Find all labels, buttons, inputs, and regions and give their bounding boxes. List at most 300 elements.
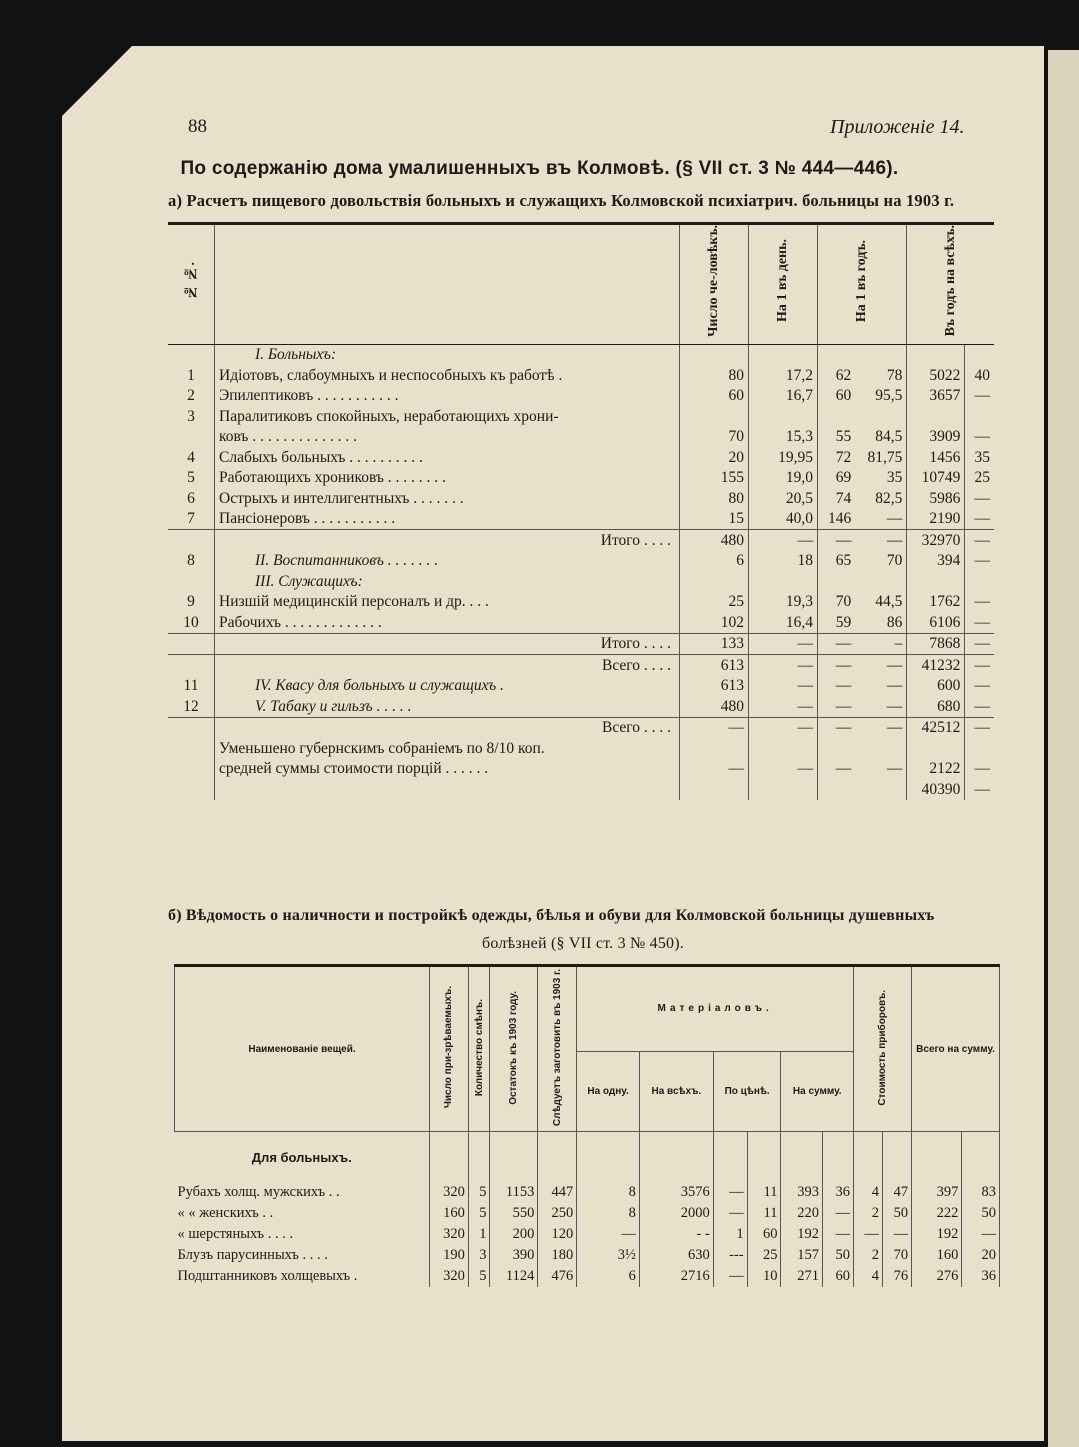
cell-i1: 4 bbox=[854, 1266, 883, 1287]
row-per-day bbox=[749, 344, 818, 365]
row-all-year: 394 bbox=[907, 551, 965, 572]
row-number: 1 bbox=[168, 365, 215, 386]
col2-tools: Стоимость приборовъ. bbox=[877, 989, 889, 1106]
col-per-day: На 1 въ день. bbox=[775, 239, 791, 323]
cell-i2: 47 bbox=[883, 1182, 912, 1203]
row-people: 480 bbox=[680, 696, 749, 717]
row-all-year: 41232 bbox=[907, 655, 965, 676]
row-name bbox=[215, 779, 680, 800]
row-number: 2 bbox=[168, 386, 215, 407]
row-name: ковъ . . . . . . . . . . . . . . bbox=[215, 427, 680, 448]
food-table-row bbox=[168, 676, 994, 697]
row-per-year-int bbox=[818, 738, 856, 759]
row-all-year: 1762 bbox=[907, 592, 965, 613]
row-per-day: — bbox=[749, 759, 818, 780]
cell-g1: 1 bbox=[713, 1224, 747, 1245]
row-per-day: — bbox=[749, 717, 818, 738]
row-per-year-int: — bbox=[835, 531, 852, 549]
row-per-year-frac: 82,5 bbox=[855, 488, 907, 509]
row-number bbox=[168, 427, 215, 448]
row-per-year-frac: — bbox=[855, 509, 907, 530]
cell-name: Рубахъ холщ. мужскихъ . . bbox=[175, 1182, 430, 1203]
food-table-header bbox=[168, 224, 994, 345]
row-all-year: 2190 bbox=[907, 509, 965, 530]
cell-b: 5 bbox=[468, 1182, 490, 1203]
cell-d: 120 bbox=[538, 1224, 577, 1245]
row-per-year-frac bbox=[855, 779, 907, 800]
food-table-row bbox=[168, 633, 994, 655]
cell-g2: 25 bbox=[747, 1245, 781, 1266]
appendix-label: Приложеніе 14. bbox=[830, 116, 965, 138]
row-per-year-frac: 84,5 bbox=[855, 427, 907, 448]
row-number: 3 bbox=[168, 406, 215, 427]
row-name: Уменьшено губернскимъ собраніемъ по 8/10 коп. bbox=[215, 738, 680, 759]
row-per-day: — bbox=[749, 633, 818, 655]
cell-i1: 2 bbox=[854, 1245, 883, 1266]
cell-f: 630 bbox=[639, 1245, 713, 1266]
row-per-year-frac: 86 bbox=[855, 612, 907, 633]
row-number: 11 bbox=[168, 676, 215, 697]
row-all-year-frac: — bbox=[974, 760, 990, 778]
row-all-year bbox=[907, 571, 965, 592]
row-per-year-frac: — bbox=[855, 759, 907, 780]
col2-total: Всего на сумму. bbox=[912, 966, 1000, 1132]
row-all-year: 1456 bbox=[907, 447, 965, 468]
row-per-day bbox=[749, 738, 818, 759]
cell-name: Подштанниковъ холщевыхъ . bbox=[175, 1266, 430, 1287]
cell-d: 250 bbox=[538, 1203, 577, 1224]
row-per-year-frac: 95,5 bbox=[855, 386, 907, 407]
food-table-row bbox=[168, 592, 994, 613]
row-name: IV. Квасу для больныхъ и служащихъ . bbox=[215, 676, 680, 697]
cell-b: 3 bbox=[468, 1245, 490, 1266]
food-table-row bbox=[168, 386, 994, 407]
row-all-year-frac: — bbox=[974, 697, 990, 715]
row-per-year-int: 70 bbox=[835, 593, 852, 611]
cell-a: 320 bbox=[430, 1266, 469, 1287]
cell-h2: 60 bbox=[822, 1266, 853, 1287]
row-number: 8 bbox=[168, 551, 215, 572]
cell-name: Блузъ парусинныхъ . . . . bbox=[175, 1245, 430, 1266]
row-number bbox=[168, 571, 215, 592]
row-name: Эпилептиковъ . . . . . . . . . . . bbox=[215, 386, 680, 407]
row-number: 9 bbox=[168, 592, 215, 613]
row-per-year-int: 59 bbox=[835, 613, 852, 631]
row-number bbox=[168, 759, 215, 780]
cell-d: 447 bbox=[538, 1182, 577, 1203]
row-all-year-frac: — bbox=[974, 677, 990, 695]
col2-sum: На сумму. bbox=[781, 1051, 854, 1132]
row-people: 25 bbox=[680, 592, 749, 613]
row-people: 80 bbox=[680, 488, 749, 509]
cell-f: 2000 bbox=[639, 1203, 713, 1224]
row-per-year-frac bbox=[855, 738, 907, 759]
clothing-table-row bbox=[175, 1224, 1000, 1245]
cell-b: 1 bbox=[468, 1224, 490, 1245]
row-number bbox=[168, 779, 215, 800]
food-table-row bbox=[168, 530, 994, 551]
cell-f: 2716 bbox=[639, 1266, 713, 1287]
row-people: 480 bbox=[680, 530, 749, 551]
row-all-year: 42512 bbox=[907, 717, 965, 738]
row-all-year bbox=[907, 344, 965, 365]
row-number bbox=[168, 633, 215, 655]
row-name: Итого . . . . bbox=[215, 633, 680, 655]
cell-j1: 160 bbox=[912, 1245, 962, 1266]
clothing-table-row bbox=[175, 1203, 1000, 1224]
cell-f: - - bbox=[639, 1224, 713, 1245]
cell-c: 550 bbox=[490, 1203, 538, 1224]
row-per-day: 20,5 bbox=[749, 488, 818, 509]
row-all-year: 7868 bbox=[907, 633, 965, 655]
row-number: 10 bbox=[168, 612, 215, 633]
cell-j2: — bbox=[962, 1224, 1000, 1245]
col-all-year: Въ годъ на всѣхъ. bbox=[942, 225, 958, 337]
row-all-year-frac: — bbox=[974, 780, 990, 798]
col-name bbox=[215, 224, 680, 345]
row-per-year-frac: — bbox=[855, 696, 907, 717]
cell-i1: 2 bbox=[854, 1203, 883, 1224]
cell-c: 1124 bbox=[490, 1266, 538, 1287]
cell-j2: 36 bbox=[962, 1266, 1000, 1287]
row-name: Пансіонеровъ . . . . . . . . . . . bbox=[215, 509, 680, 530]
row-per-day: 15,3 bbox=[749, 427, 818, 448]
row-number: 4 bbox=[168, 447, 215, 468]
food-table-row bbox=[168, 738, 994, 759]
col-number: № №. bbox=[183, 262, 199, 300]
col2-make: Слѣдуетъ заготовить въ 1903 г. bbox=[551, 969, 563, 1127]
cell-c: 1153 bbox=[490, 1182, 538, 1203]
row-per-day: 18 bbox=[749, 551, 818, 572]
row-name: Работающихъ хрониковъ . . . . . . . . bbox=[215, 468, 680, 489]
row-per-year-int: — bbox=[835, 656, 852, 674]
cell-h2: 36 bbox=[822, 1182, 853, 1203]
row-all-year-frac: — bbox=[974, 635, 990, 653]
row-per-day bbox=[749, 571, 818, 592]
row-all-year: 680 bbox=[907, 696, 965, 717]
row-per-year-int bbox=[818, 406, 856, 427]
food-table-row bbox=[168, 696, 994, 717]
row-number bbox=[168, 655, 215, 676]
row-number: 6 bbox=[168, 488, 215, 509]
cell-j1: 192 bbox=[912, 1224, 962, 1245]
food-table bbox=[168, 222, 994, 800]
cell-g1: --- bbox=[713, 1245, 747, 1266]
cell-a: 320 bbox=[430, 1224, 469, 1245]
section-a-heading: а) Расчетъ пищевого довольствія больныхъ и служащихъ Колмовской психіатрич. больницы на 1903 г. bbox=[168, 191, 955, 210]
food-table-row bbox=[168, 447, 994, 468]
cell-a: 320 bbox=[430, 1182, 469, 1203]
row-all-year bbox=[907, 406, 965, 427]
row-name: Идіотовъ, слабоумныхъ и неспособныхъ къ работѣ . bbox=[215, 365, 680, 386]
row-all-year: 3909 bbox=[907, 427, 965, 448]
row-all-year: 2122 bbox=[907, 759, 965, 780]
row-all-year-frac bbox=[965, 406, 994, 427]
row-per-day: 16,7 bbox=[749, 386, 818, 407]
row-name: Низшій медицинскій персоналъ и др. . . . bbox=[215, 592, 680, 613]
row-per-year-int bbox=[818, 344, 856, 365]
row-all-year-frac: — bbox=[974, 531, 990, 549]
cell-j2: 50 bbox=[962, 1203, 1000, 1224]
row-per-day: 40,0 bbox=[749, 509, 818, 530]
row-people: 613 bbox=[680, 655, 749, 676]
row-people bbox=[680, 738, 749, 759]
row-per-year-int: 55 bbox=[835, 428, 852, 446]
clothing-table-row bbox=[175, 1182, 1000, 1203]
row-people: — bbox=[680, 759, 749, 780]
col2-on-all: На всѣхъ. bbox=[639, 1051, 713, 1132]
page-title: По содержанію дома умалишенныхъ въ Колмовѣ. (§ VII ст. 3 № 444—446). bbox=[180, 158, 899, 179]
row-people: 133 bbox=[680, 633, 749, 655]
row-name: II. Воспитанниковъ . . . . . . . bbox=[215, 551, 680, 572]
col-people: Число че-ловѣкъ. bbox=[706, 225, 722, 337]
row-name: Итого . . . . bbox=[215, 530, 680, 551]
food-table-row bbox=[168, 468, 994, 489]
row-all-year-frac bbox=[965, 571, 994, 592]
row-name: Острыхъ и интеллигентныхъ . . . . . . . bbox=[215, 488, 680, 509]
row-per-year-int: — bbox=[835, 719, 852, 737]
cell-b: 5 bbox=[468, 1266, 490, 1287]
row-name: Всего . . . . bbox=[215, 655, 680, 676]
food-table-row bbox=[168, 759, 994, 780]
row-all-year-frac: — bbox=[974, 428, 990, 446]
row-name: V. Табаку и гильзъ . . . . . bbox=[215, 696, 680, 717]
cell-i2: 50 bbox=[883, 1203, 912, 1224]
row-people: 70 bbox=[680, 427, 749, 448]
cell-d: 476 bbox=[538, 1266, 577, 1287]
row-all-year: 600 bbox=[907, 676, 965, 697]
cell-a: 190 bbox=[430, 1245, 469, 1266]
row-per-year-int: 65 bbox=[835, 552, 852, 570]
row-all-year-frac: — bbox=[974, 489, 990, 507]
cell-g2: 11 bbox=[747, 1203, 781, 1224]
row-number bbox=[168, 344, 215, 365]
col2-count: Число при-зрѣваемыхъ. bbox=[443, 986, 455, 1109]
cell-f: 3576 bbox=[639, 1182, 713, 1203]
cell-g1: — bbox=[713, 1266, 747, 1287]
cell-e: 6 bbox=[577, 1266, 640, 1287]
col2-price: По цѣнѣ. bbox=[713, 1051, 781, 1132]
row-per-year-frac: 35 bbox=[855, 468, 907, 489]
row-name: III. Служащихъ: bbox=[215, 571, 680, 592]
cell-i2: — bbox=[883, 1224, 912, 1245]
food-table-row bbox=[168, 488, 994, 509]
row-per-year-int: 69 bbox=[835, 469, 852, 487]
row-per-day: 19,0 bbox=[749, 468, 818, 489]
folded-corner bbox=[62, 46, 132, 116]
row-all-year-frac: — bbox=[974, 510, 990, 528]
row-all-year: 3657 bbox=[907, 386, 965, 407]
row-people bbox=[680, 571, 749, 592]
cell-c: 390 bbox=[490, 1245, 538, 1266]
row-per-day bbox=[749, 779, 818, 800]
row-all-year: 5022 bbox=[907, 365, 965, 386]
cell-h1: 192 bbox=[781, 1224, 822, 1245]
row-number: 12 bbox=[168, 696, 215, 717]
row-per-day: — bbox=[749, 676, 818, 697]
cell-g1: — bbox=[713, 1182, 747, 1203]
cell-g2: 60 bbox=[747, 1224, 781, 1245]
row-people: 80 bbox=[680, 365, 749, 386]
row-people bbox=[680, 344, 749, 365]
row-per-day: — bbox=[749, 530, 818, 551]
clothing-table bbox=[174, 964, 1000, 1287]
row-per-year-frac: — bbox=[855, 676, 907, 697]
section-b-line2: болѣзней (§ VII ст. 3 № 450). bbox=[482, 935, 684, 952]
row-per-year-frac: – bbox=[855, 633, 907, 655]
food-table-row bbox=[168, 509, 994, 530]
row-all-year: 5986 bbox=[907, 488, 965, 509]
row-per-year-int: 74 bbox=[835, 489, 852, 507]
row-number bbox=[168, 717, 215, 738]
row-per-year-frac bbox=[855, 571, 907, 592]
row-all-year-frac: 40 bbox=[974, 366, 990, 384]
row-people: 102 bbox=[680, 612, 749, 633]
section-b-heading bbox=[168, 902, 998, 958]
row-per-year-frac: 44,5 bbox=[855, 592, 907, 613]
row-per-day: 19,3 bbox=[749, 592, 818, 613]
cell-e: 8 bbox=[577, 1203, 640, 1224]
row-people: 613 bbox=[680, 676, 749, 697]
cell-a: 160 bbox=[430, 1203, 469, 1224]
food-table-row bbox=[168, 551, 994, 572]
cell-h2: — bbox=[822, 1224, 853, 1245]
col2-rest: Остатокъ къ 1903 году. bbox=[508, 990, 520, 1105]
cell-i1: 4 bbox=[854, 1182, 883, 1203]
cell-g2: 10 bbox=[747, 1266, 781, 1287]
row-per-year-frac: — bbox=[855, 655, 907, 676]
row-all-year: 10749 bbox=[907, 468, 965, 489]
row-per-year-int: — bbox=[835, 677, 852, 695]
row-all-year-frac: — bbox=[974, 593, 990, 611]
col2-materials: Матеріаловъ. bbox=[577, 966, 854, 1052]
food-table-row bbox=[168, 717, 994, 738]
cell-h1: 220 bbox=[781, 1203, 822, 1224]
row-per-day: 16,4 bbox=[749, 612, 818, 633]
food-table-row bbox=[168, 655, 994, 676]
row-per-year-int: — bbox=[835, 697, 852, 715]
row-all-year bbox=[907, 738, 965, 759]
cell-c: 200 bbox=[490, 1224, 538, 1245]
row-people: 15 bbox=[680, 509, 749, 530]
row-all-year-frac bbox=[965, 344, 994, 365]
clothing-table-row bbox=[175, 1245, 1000, 1266]
row-all-year-frac: — bbox=[974, 656, 990, 674]
page-number: 88 bbox=[188, 116, 207, 137]
cell-g1: — bbox=[713, 1203, 747, 1224]
row-per-day: — bbox=[749, 696, 818, 717]
row-per-day: 17,2 bbox=[749, 365, 818, 386]
cell-j1: 222 bbox=[912, 1203, 962, 1224]
row-people bbox=[680, 779, 749, 800]
row-per-year-frac bbox=[855, 344, 907, 365]
food-table-row bbox=[168, 406, 994, 427]
row-all-year-frac: — bbox=[974, 613, 990, 631]
row-per-year-int: 146 bbox=[828, 510, 852, 528]
next-page-edge bbox=[1048, 50, 1079, 1447]
row-per-year-frac: — bbox=[855, 717, 907, 738]
food-table-row bbox=[168, 344, 994, 365]
food-table-row bbox=[168, 365, 994, 386]
row-people: 155 bbox=[680, 468, 749, 489]
row-per-day: — bbox=[749, 655, 818, 676]
row-per-year-int: 60 bbox=[835, 387, 852, 405]
row-name: Рабочихъ . . . . . . . . . . . . . bbox=[215, 612, 680, 633]
row-all-year-frac: 35 bbox=[974, 448, 990, 466]
row-name: средней суммы стоимости порцій . . . . . . bbox=[215, 759, 680, 780]
row-number: 5 bbox=[168, 468, 215, 489]
row-people: 20 bbox=[680, 447, 749, 468]
row-all-year-frac: — bbox=[974, 719, 990, 737]
row-per-day bbox=[749, 406, 818, 427]
cell-h1: 393 bbox=[781, 1182, 822, 1203]
row-per-year-int bbox=[818, 571, 856, 592]
row-per-year-frac: 70 bbox=[855, 551, 907, 572]
cell-i2: 70 bbox=[883, 1245, 912, 1266]
cell-e: 3½ bbox=[577, 1245, 640, 1266]
row-number bbox=[168, 738, 215, 759]
row-per-year-frac bbox=[855, 406, 907, 427]
row-per-day: 19,95 bbox=[749, 447, 818, 468]
row-name: I. Больныхъ: bbox=[215, 344, 680, 365]
cell-i1: — bbox=[854, 1224, 883, 1245]
row-all-year-frac bbox=[965, 738, 994, 759]
row-all-year-frac: 25 bbox=[974, 469, 990, 487]
cell-d: 180 bbox=[538, 1245, 577, 1266]
row-name: Слабыхъ больныхъ . . . . . . . . . . bbox=[215, 447, 680, 468]
food-table-row bbox=[168, 612, 994, 633]
row-all-year-frac: — bbox=[974, 552, 990, 570]
row-all-year: 32970 bbox=[907, 530, 965, 551]
food-table-row bbox=[168, 427, 994, 448]
col2-name: Наименованіе вещей. bbox=[175, 966, 430, 1132]
group-patients: Для больныхъ. bbox=[175, 1132, 430, 1183]
row-name: Паралитиковъ спокойныхъ, неработающихъ хрони- bbox=[215, 406, 680, 427]
row-all-year: 40390 bbox=[907, 779, 965, 800]
col2-changes: Количество смѣнъ. bbox=[473, 998, 485, 1097]
cell-g2: 11 bbox=[747, 1182, 781, 1203]
row-per-year-int: 72 bbox=[835, 448, 852, 466]
row-number: 7 bbox=[168, 509, 215, 530]
row-people: — bbox=[680, 717, 749, 738]
cell-name: « « женскихъ . . bbox=[175, 1203, 430, 1224]
row-people: 6 bbox=[680, 551, 749, 572]
cell-e: 8 bbox=[577, 1182, 640, 1203]
row-per-year-frac: 78 bbox=[855, 365, 907, 386]
cell-i2: 76 bbox=[883, 1266, 912, 1287]
cell-h2: — bbox=[822, 1203, 853, 1224]
section-b-line1: б) Вѣдомость о наличности и постройкѣ одежды, бѣлья и обуви для Колмовской больницы душевныхъ bbox=[168, 907, 935, 924]
food-table-row bbox=[168, 571, 994, 592]
cell-h1: 271 bbox=[781, 1266, 822, 1287]
row-per-year-frac: 81,75 bbox=[855, 447, 907, 468]
cell-e: — bbox=[577, 1224, 640, 1245]
row-all-year: 6106 bbox=[907, 612, 965, 633]
row-all-year-frac: — bbox=[974, 387, 990, 405]
row-people: 60 bbox=[680, 386, 749, 407]
col-per-year: На 1 въ годъ. bbox=[854, 239, 870, 322]
row-per-year-int bbox=[818, 779, 856, 800]
col2-per-one: На одну. bbox=[577, 1051, 640, 1132]
row-name: Всего . . . . bbox=[215, 717, 680, 738]
cell-j2: 83 bbox=[962, 1182, 1000, 1203]
cell-b: 5 bbox=[468, 1203, 490, 1224]
row-number bbox=[168, 530, 215, 551]
cell-j2: 20 bbox=[962, 1245, 1000, 1266]
row-people bbox=[680, 406, 749, 427]
cell-name: « шерстяныхъ . . . . bbox=[175, 1224, 430, 1245]
cell-h2: 50 bbox=[822, 1245, 853, 1266]
